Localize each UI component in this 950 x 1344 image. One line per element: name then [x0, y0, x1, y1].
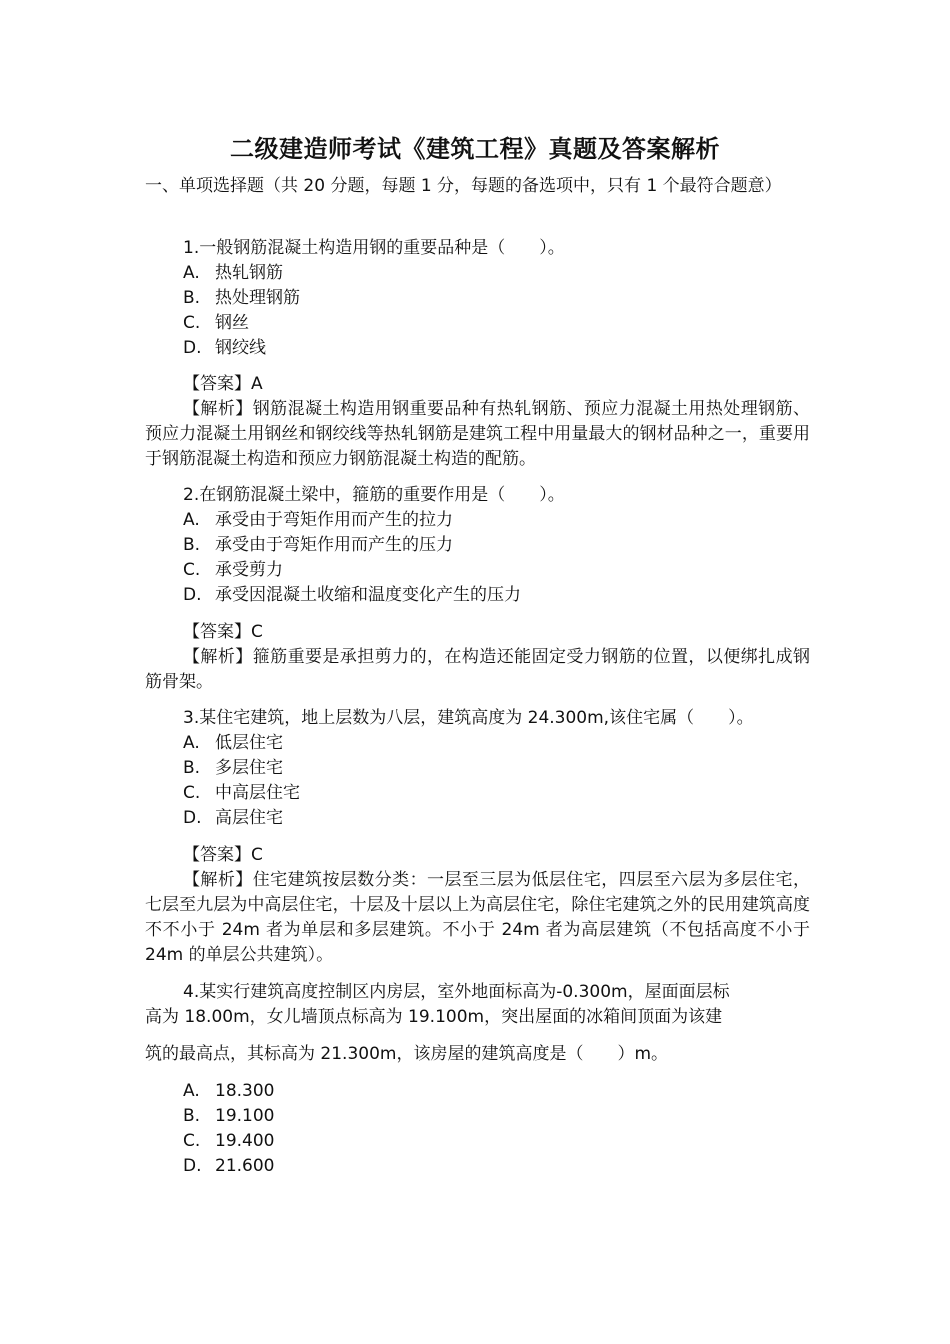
question-4-options [145, 1079, 810, 1179]
explanation: 【解析】箍筋重要是承担剪力的，在构造还能固定受力钢筋的位置，以便绑扎成钢筋骨架。 [145, 647, 810, 692]
option-a: A. 承受由于弯矩作用而产生的拉力 [183, 510, 453, 530]
option-c: C. 19.400 [183, 1131, 275, 1151]
option-a: A. 热轧钢筋 [183, 263, 283, 283]
option-d: D. 21.600 [183, 1156, 275, 1176]
option-a: A. 低层住宅 [183, 733, 283, 753]
question-stem-line: 4.某实行建筑高度控制区内房层，室外地面标高为-0.300m，屋面面层标 [183, 982, 730, 1002]
answer-label: 【答案】C [183, 845, 263, 865]
answer-1 [145, 372, 810, 472]
explanation: 【解析】钢筋混凝土构造用钢重要品种有热轧钢筋、预应力混凝土用热处理钢筋、预应力混凝土用钢丝和钢绞线等热轧钢筋是建筑工程中用量最大的钢材品种之一，重要用于钢筋混凝土构造和预应力钢筋混凝土构造的配筋。 [145, 399, 810, 469]
answer-label: 【答案】A [183, 374, 263, 394]
question-3 [145, 706, 810, 831]
option-c: C. 中高层住宅 [183, 783, 300, 803]
question-stem-line: 高为 18.00m，女儿墙顶点标高为 19.100m，突出屋面的冰箱间顶面为该建 [145, 1007, 723, 1027]
question-2 [145, 483, 810, 608]
option-d: D. 高层住宅 [183, 808, 283, 828]
option-d: D. 承受因混凝土收缩和温度变化产生的压力 [183, 585, 521, 605]
section-heading: 一、单项选择题（共 20 分题，每题 1 分，每题的备选项中，只有 1 个最符合题意） [145, 176, 782, 196]
question-stem: 2.在钢筋混凝土梁中，箍筋的重要作用是（ ）。 [183, 485, 565, 505]
question-stem: 3.某住宅建筑，地上层数为八层，建筑高度为 24.300m,该住宅属（ ）。 [183, 708, 754, 728]
option-d: D. 钢绞线 [183, 338, 266, 358]
option-b: B. 承受由于弯矩作用而产生的压力 [183, 535, 453, 555]
answer-label: 【答案】C [183, 622, 263, 642]
question-4 [145, 980, 810, 1067]
question-1 [145, 236, 810, 361]
option-b: B. 19.100 [183, 1106, 275, 1126]
option-c: C. 承受剪力 [183, 560, 283, 580]
option-a: A. 18.300 [183, 1081, 275, 1101]
option-c: C. 钢丝 [183, 313, 249, 333]
option-b: B. 多层住宅 [183, 758, 283, 778]
page-title: 二级建造师考试《建筑工程》真题及答案解析 [230, 134, 720, 163]
question-stem: 1.一般钢筋混凝土构造用钢的重要品种是（ ）。 [183, 238, 565, 258]
question-stem-line: 筑的最高点，其标高为 21.300m，该房屋的建筑高度是（ ）m。 [145, 1044, 669, 1064]
answer-2 [145, 620, 810, 695]
answer-3 [145, 843, 810, 968]
option-b: B. 热处理钢筋 [183, 288, 300, 308]
explanation: 【解析】住宅建筑按层数分类：一层至三层为低层住宅，四层至六层为多层住宅，七层至九层为中高层住宅，十层及十层以上为高层住宅，除住宅建筑之外的民用建筑高度不不小于 24m 者为单层和多层建筑。不小于 24m 者为高层建筑（不包括高度不小于 24m 的单层公共建筑）。 [145, 870, 810, 965]
